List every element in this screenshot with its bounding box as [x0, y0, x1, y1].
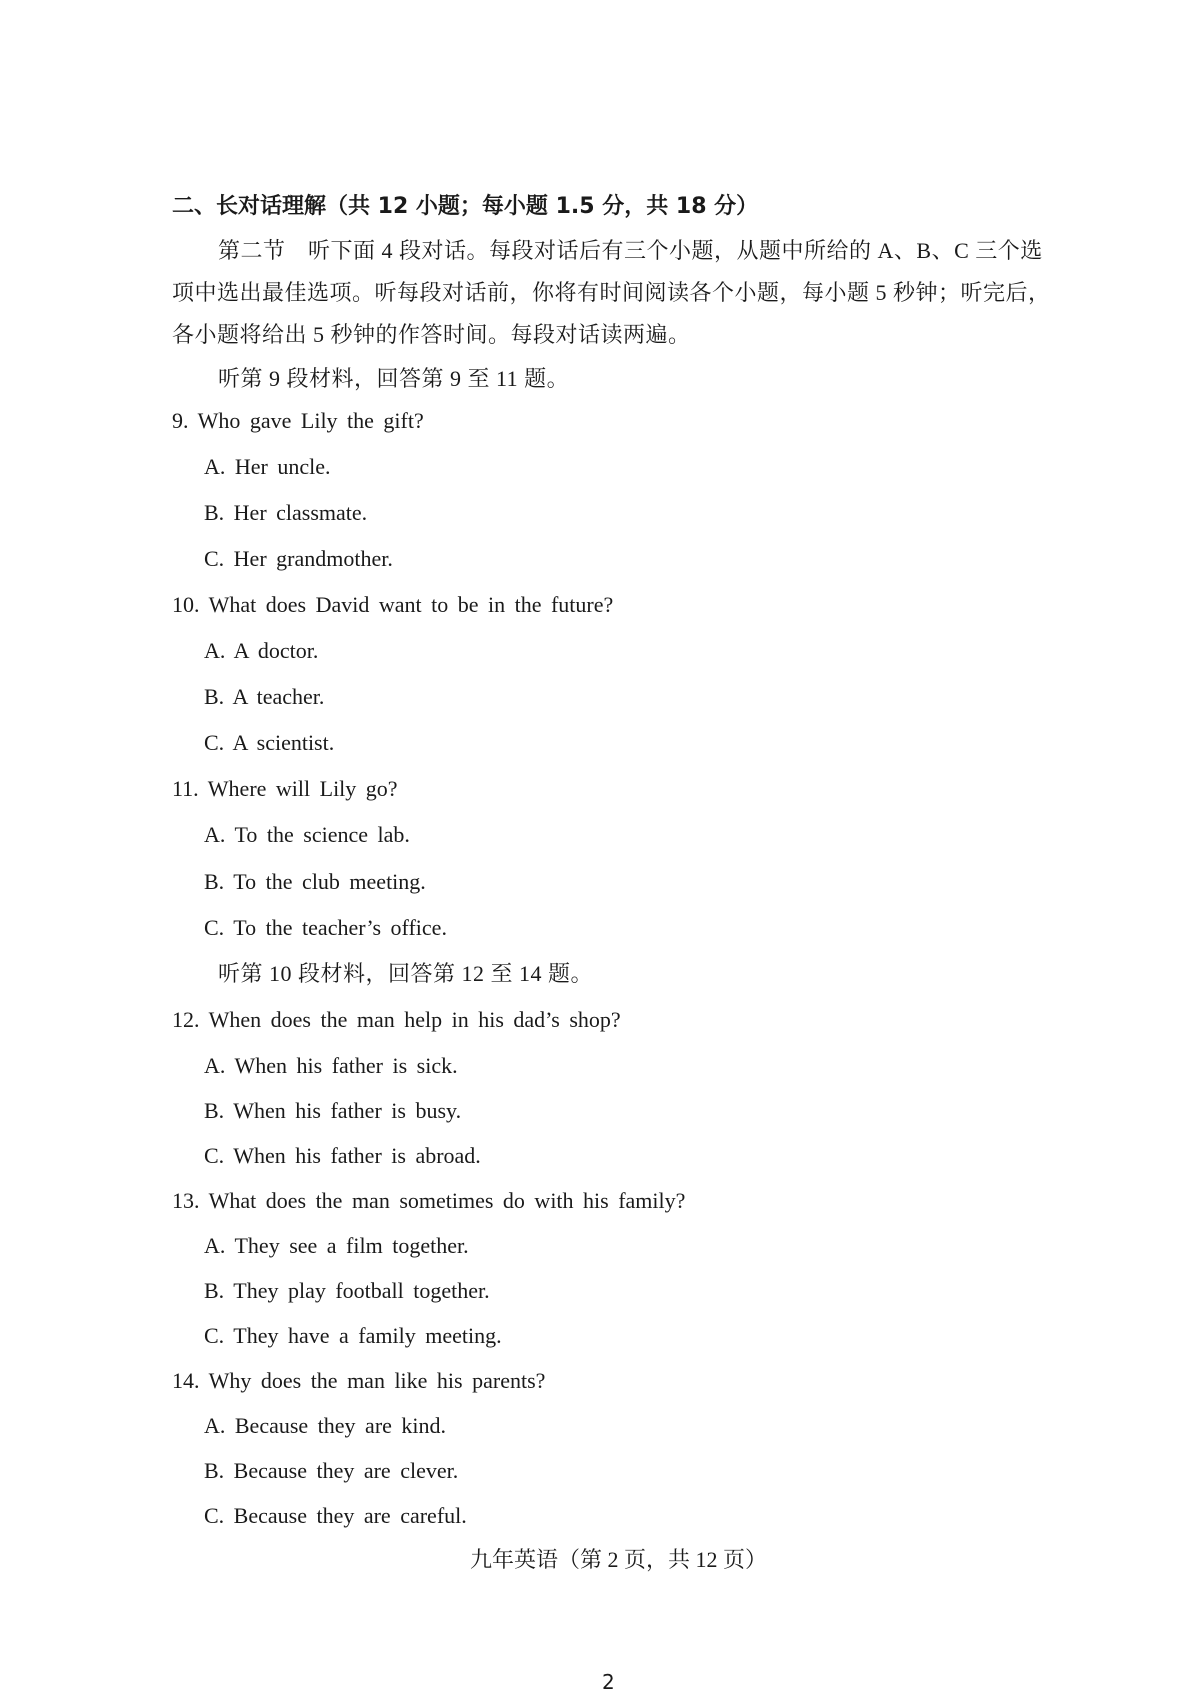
question-12-option-c: C. When his father is abroad. [204, 1143, 481, 1168]
question-13-option-a: A. They see a film together. [204, 1233, 469, 1258]
question-11: 11. Where will Lily go? [172, 776, 398, 801]
question-14: 14. Why does the man like his parents? [172, 1368, 546, 1393]
instruction-line-1: 第二节 听下面 4 段对话。每段对话后有三个小题，从题中所给的 A、B、C 三个选 [218, 238, 1043, 263]
question-12-option-b: B. When his father is busy. [204, 1098, 462, 1123]
question-10-option-c: C. A scientist. [204, 730, 335, 755]
question-11-option-c: C. To the teacher’s office. [204, 915, 447, 940]
group-intro-1: 听第 9 段材料，回答第 9 至 11 题。 [218, 366, 570, 391]
question-14-option-a: A. Because they are kind. [204, 1413, 447, 1438]
question-13-option-b: B. They play football together. [204, 1278, 490, 1303]
question-14-option-c: C. Because they are careful. [204, 1503, 467, 1528]
question-10-option-b: B. A teacher. [204, 684, 325, 709]
question-13-option-c: C. They have a family meeting. [204, 1323, 502, 1348]
question-9-option-c: C. Her grandmother. [204, 546, 393, 571]
question-12: 12. When does the man help in his dad’s shop? [172, 1007, 621, 1032]
question-11-option-a: A. To the science lab. [204, 822, 410, 847]
question-10-option-a: A. A doctor. [204, 638, 319, 663]
page-footer: 九年英语（第 2 页，共 12 页） [470, 1547, 768, 1572]
page-number: 2 [602, 1670, 615, 1694]
question-9: 9. Who gave Lily the gift? [172, 408, 424, 433]
question-11-option-b: B. To the club meeting. [204, 869, 426, 894]
question-13: 13. What does the man sometimes do with his family? [172, 1188, 686, 1213]
instruction-line-2: 项中选出最佳选项。听每段对话前，你将有时间阅读各个小题，每小题 5 秒钟；听完后， [172, 280, 1051, 305]
question-9-option-a: A. Her uncle. [204, 454, 331, 479]
question-12-option-a: A. When his father is sick. [204, 1053, 458, 1078]
question-10: 10. What does David want to be in the future? [172, 592, 614, 617]
instruction-line-3: 各小题将给出 5 秒钟的作答时间。每段对话读两遍。 [172, 322, 691, 347]
question-14-option-b: B. Because they are clever. [204, 1458, 459, 1483]
question-9-option-b: B. Her classmate. [204, 500, 368, 525]
group-intro-2: 听第 10 段材料，回答第 12 至 14 题。 [218, 961, 594, 986]
section-heading: 二、长对话理解（共 12 小题；每小题 1.5 分，共 18 分） [172, 194, 759, 219]
